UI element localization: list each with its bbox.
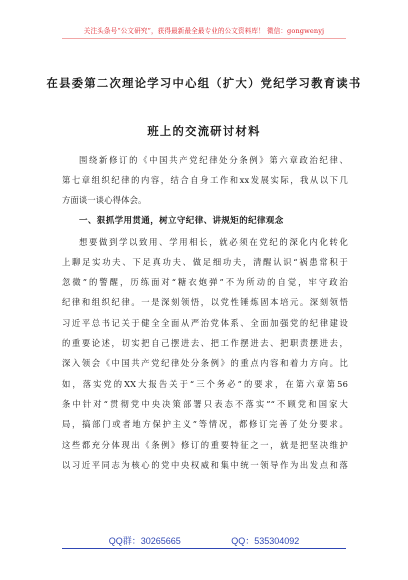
paragraph-line: 条中针对“贯彻党中央决策部署只表态不落实”“不顾党和国家大 <box>62 399 348 409</box>
paragraph-line: 如，落实党的XX大报告关于“三个务必”的要求，在第六章第56 <box>62 379 348 389</box>
paragraph-line: 想要做到学以致用、学用相长，就必须在党纪的深化内化转化 <box>79 237 348 247</box>
footer-divider <box>62 548 346 549</box>
footer-contact <box>0 534 408 547</box>
paragraph-line: 忽微”的警醒，历练面对“糖衣炮弹”不为所动的自觉，牢守政治 <box>62 277 348 287</box>
paragraph-line: 方面谈一谈心得体会。 <box>62 195 147 205</box>
paragraph-line: 这些都充分体现出《条例》修订的重要特征之一，就是把坚决维护 <box>62 440 348 450</box>
header-note: 关注头条号“公文研究”，获得最新最全最专业的公文资料库！ 微信：gongwenyj <box>83 27 325 35</box>
paragraph-line: 的重要论述，切实把自己摆进去、把工作摆进去、把职责摆进去， <box>62 338 348 348</box>
paragraph-line: 习近平总书记关于健全全面从严治党体系、全面加强党的纪律建设 <box>62 318 348 328</box>
document-title-line-2: 班上的交流研讨材料 <box>147 124 261 138</box>
paragraph-line: 纪律和组织纪律。一是深刻领悟，以党性锤炼固本培元。深刻领悟 <box>62 297 348 307</box>
paragraph-line: 深入领会《中国共产党纪律处分条例》的重点内容和着力方向。比 <box>62 358 348 368</box>
paragraph-line: 第七章组织纪律的内容，结合自身工作和xx发展实际，我从以下几 <box>62 175 348 185</box>
section-heading: 一、狠抓学用贯通，树立守纪律、讲规矩的纪律观念 <box>79 216 284 226</box>
footer-qq-number: QQ：535304092 <box>231 536 300 546</box>
document-title-line-1: 在县委第二次理论学习中心组（扩大）党纪学习教育读书 <box>46 76 362 90</box>
paragraph-line: 局，搞部门或者地方保护主义”等情况，都修订完善了处分要求。 <box>62 419 348 429</box>
paragraph-line: 上聊足实功夫、下足真功夫、做足细功夫，清醒认识“祸患常积于 <box>62 257 348 267</box>
paragraph-line: 以习近平同志为核心的党中央权威和集中统一领导作为出发点和落 <box>62 460 348 470</box>
footer-qq-group: QQ群：30265665 <box>108 536 181 546</box>
paragraph-line: 围绕新修订的《中国共产党纪律处分条例》第六章政治纪律、 <box>79 155 348 165</box>
header-divider <box>62 38 346 39</box>
